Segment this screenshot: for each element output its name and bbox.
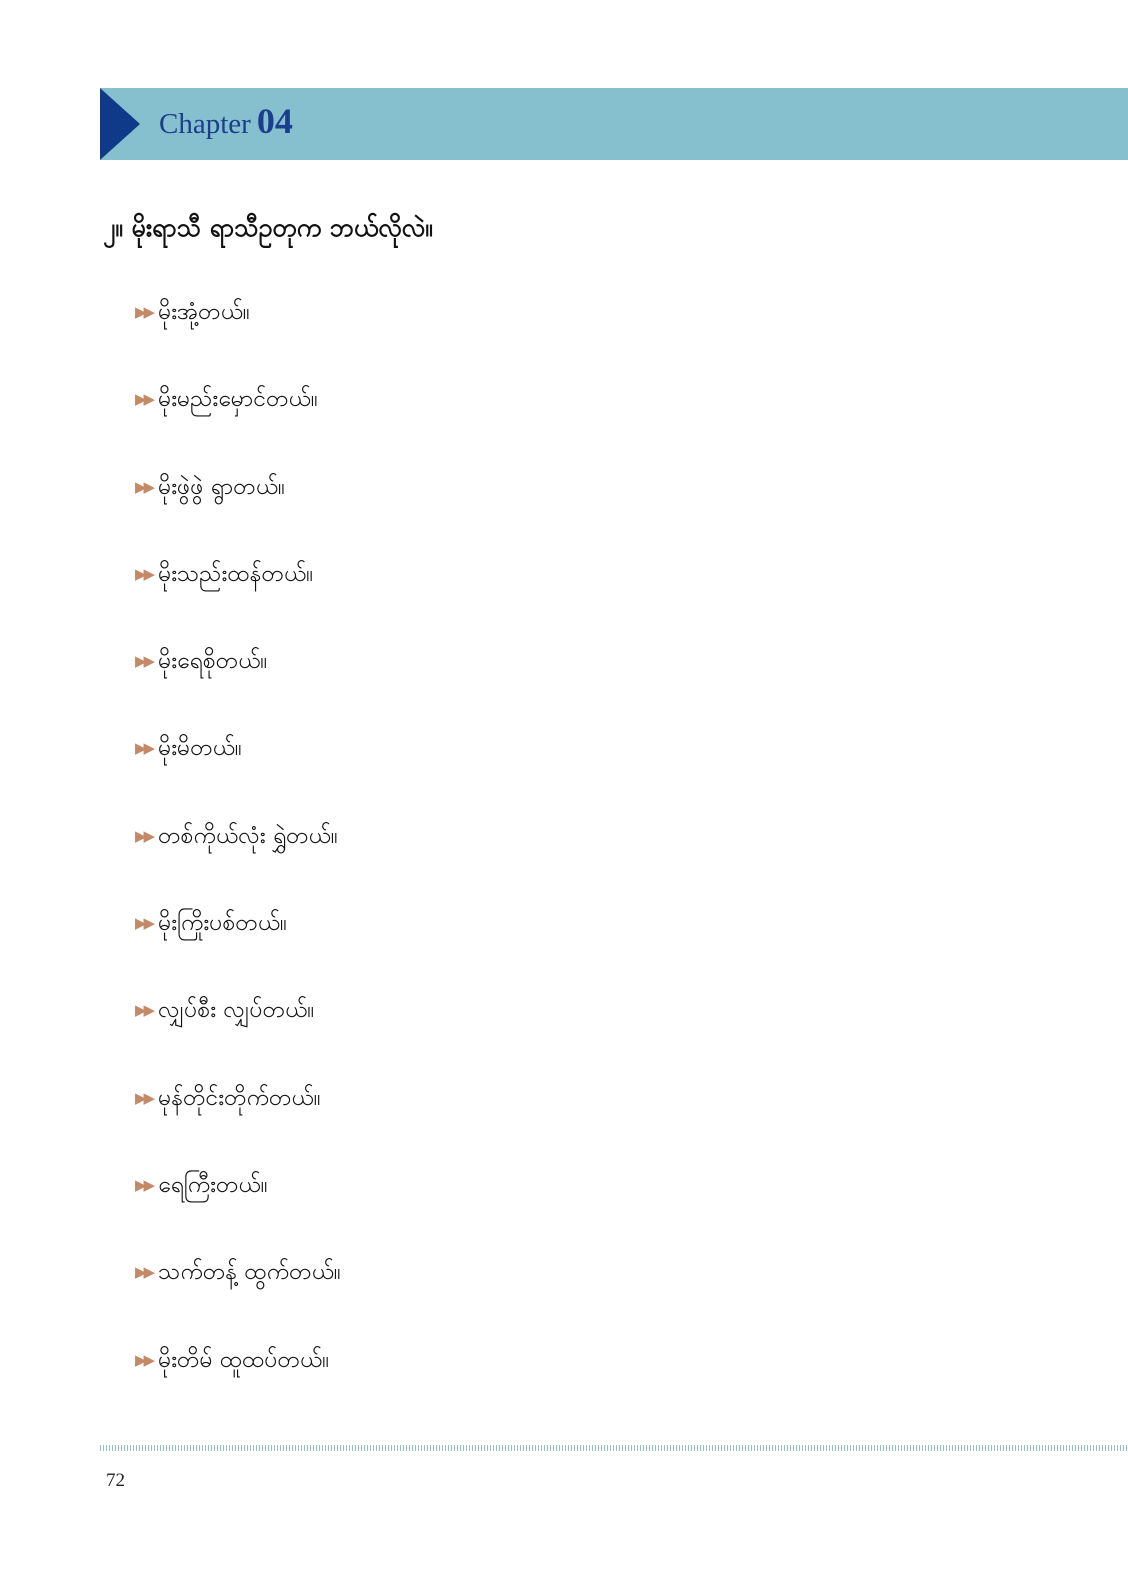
double-triangle-right-icon: ▶▶ [135,477,153,496]
list-item [135,1165,341,1252]
footer-divider [100,1445,1128,1451]
chapter-arrow-icon [100,88,140,160]
list-item-text: မိုးတိမ် ထူထပ်တယ်။ [158,1346,330,1373]
list-item [135,1252,341,1339]
list-item [135,292,341,379]
chapter-word: Chapter [159,108,251,140]
double-triangle-right-icon: ▶▶ [135,1175,153,1194]
list-item [135,728,341,815]
double-triangle-right-icon: ▶▶ [135,826,153,845]
double-triangle-right-icon: ▶▶ [135,1263,153,1282]
list-item-text: မိုးရေစိုတယ်။ [158,648,268,675]
list-item [135,641,341,728]
bullet-list [135,292,341,1427]
list-item [135,990,341,1077]
list-item [135,379,341,466]
list-item [135,467,341,554]
section-heading: ၂။ မိုးရာသီ ရာသီဥတုက ဘယ်လိုလဲ။ [103,213,433,242]
list-item-text: မုန်တိုင်းတိုက်တယ်။ [158,1084,321,1111]
double-triangle-right-icon: ▶▶ [135,303,153,321]
double-triangle-right-icon: ▶▶ [135,914,153,933]
list-item-text: မိုးဖွဲဖွဲ ရွာတယ်။ [158,473,285,500]
double-triangle-right-icon: ▶▶ [135,739,153,758]
list-item-text: မိုးမိတယ်။ [158,735,242,762]
list-item-text: လျှပ်စီး လျှပ်တယ်။ [158,997,315,1024]
double-triangle-right-icon: ▶▶ [135,1350,153,1369]
list-item [135,1078,341,1165]
chapter-number: 04 [256,101,293,141]
double-triangle-right-icon: ▶▶ [135,1001,153,1020]
list-item-text: မိုးမည်းမှောင်တယ်။ [158,386,318,413]
page-number: 72 [106,1470,125,1491]
list-item [135,1340,341,1427]
list-item-text: သက်တန့် ထွက်တယ်။ [158,1259,341,1286]
double-triangle-right-icon: ▶▶ [135,564,153,583]
list-item-text: မိုးအုံ့တယ်။ [158,299,250,325]
double-triangle-right-icon: ▶▶ [135,1088,153,1107]
list-item [135,903,341,990]
chapter-title [159,100,293,142]
double-triangle-right-icon: ▶▶ [135,652,153,671]
list-item-text: မိုးသည်းထန်တယ်။ [158,560,314,587]
list-item-text: ရေကြီးတယ်။ [158,1171,268,1198]
chapter-banner [100,88,1128,160]
list-item-text: တစ်ကိုယ်လုံး ရွှဲတယ်။ [158,822,338,849]
list-item-text: မိုးကြိုးပစ်တယ်။ [158,910,288,937]
list-item [135,554,341,641]
double-triangle-right-icon: ▶▶ [135,390,153,409]
list-item [135,816,341,903]
